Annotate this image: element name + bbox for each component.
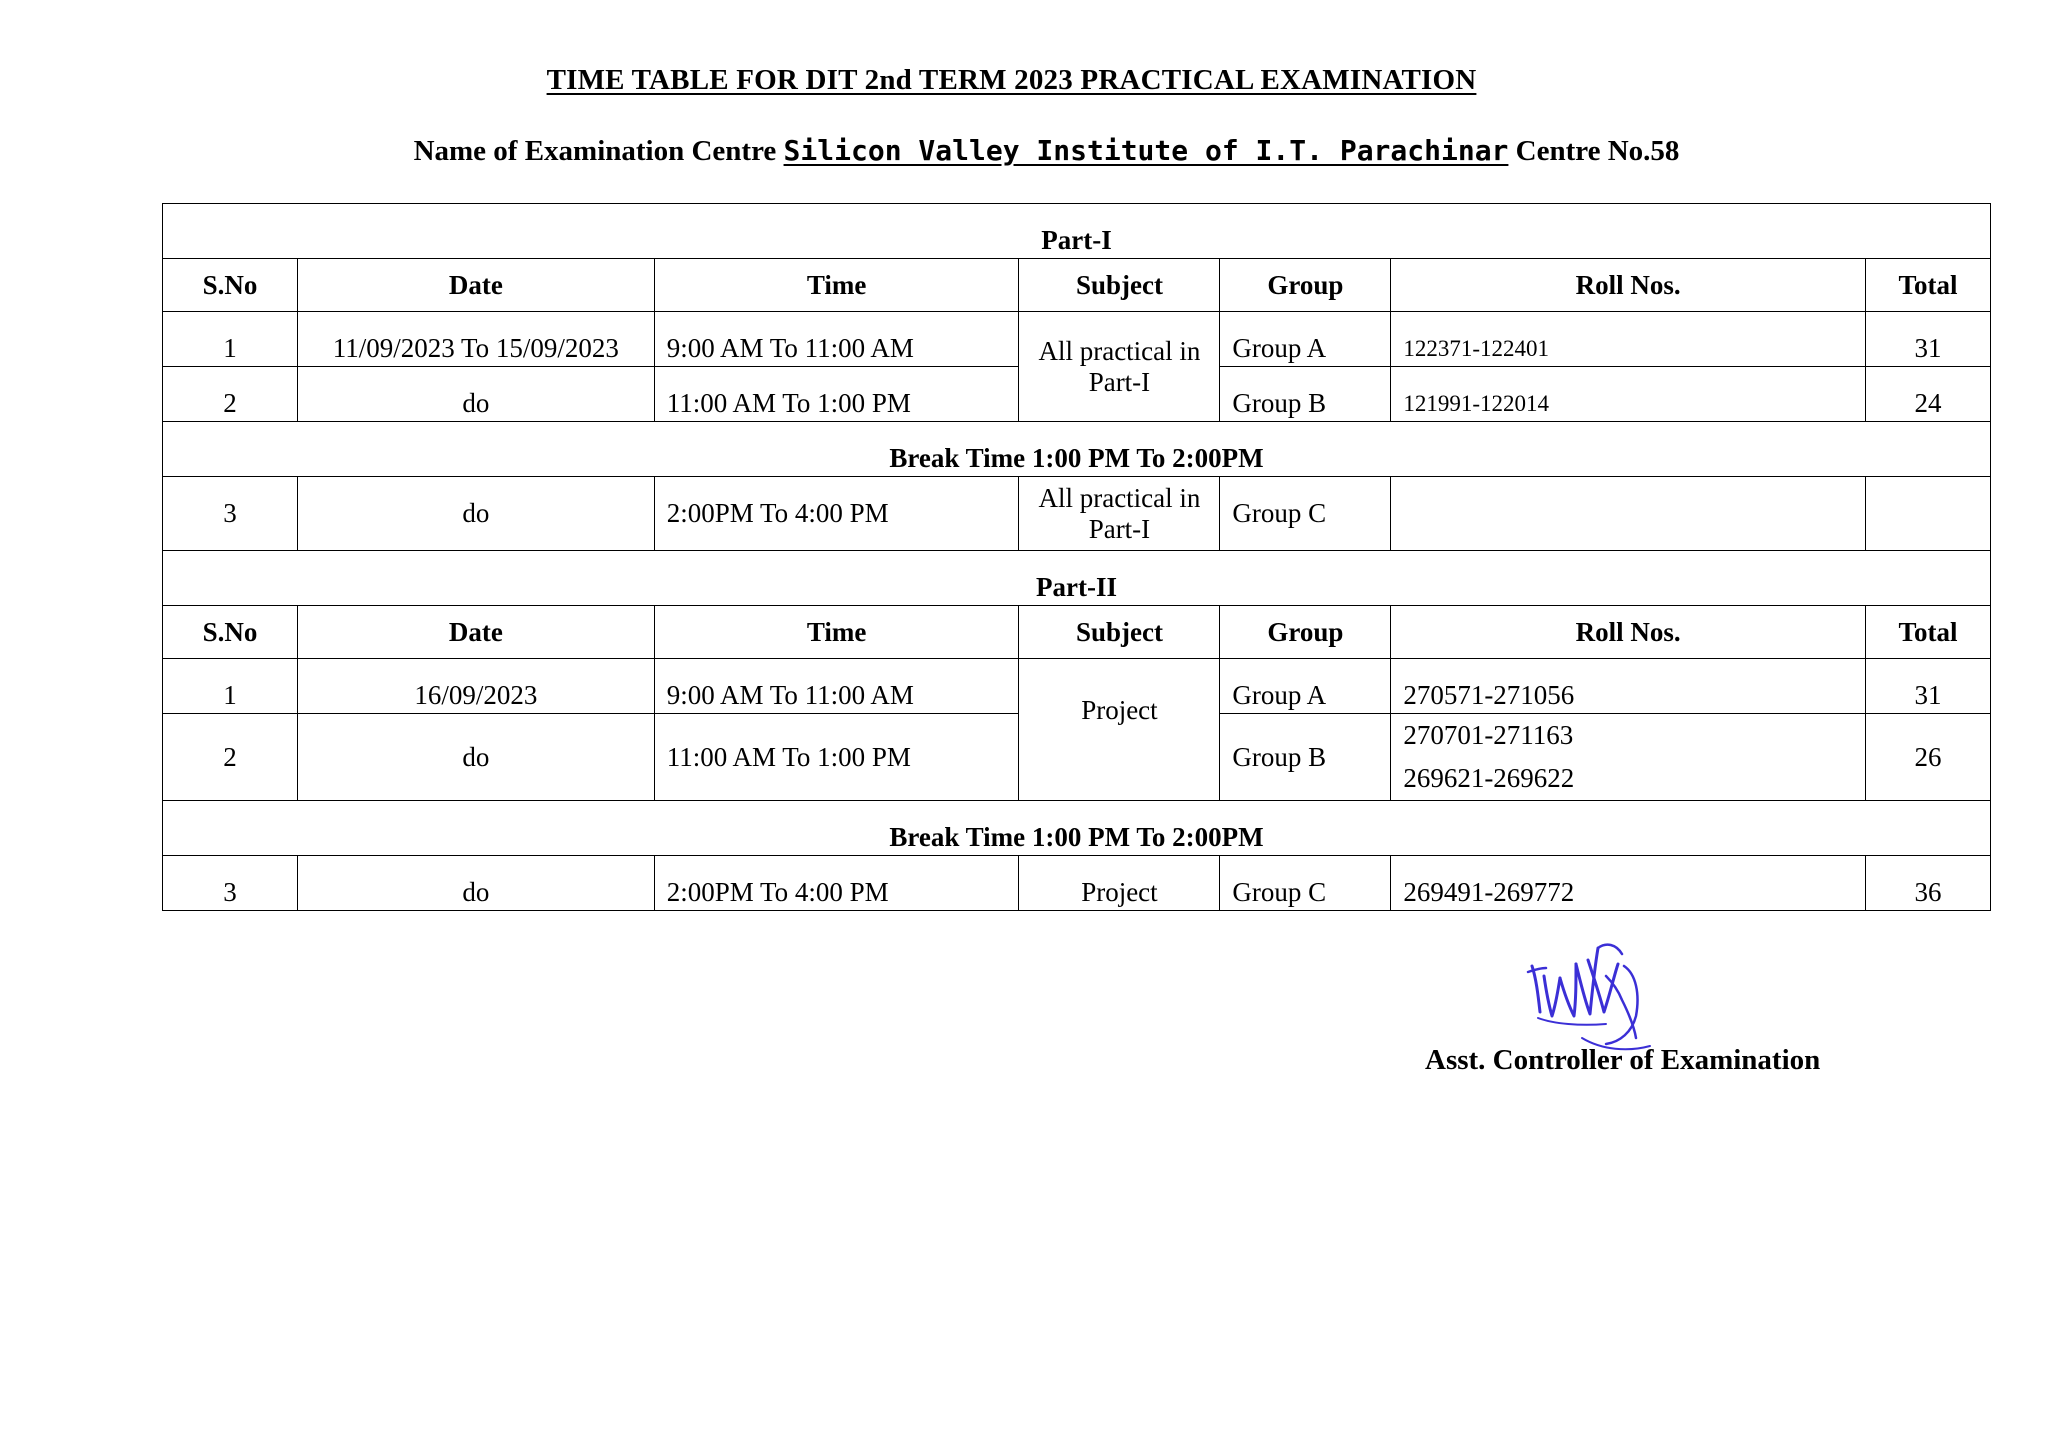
cell-group: Group C — [1220, 856, 1391, 911]
part1-heading-row — [163, 204, 1991, 259]
header-subject: Subject — [1019, 259, 1220, 312]
cell-sno: 1 — [163, 312, 298, 367]
cell-time: 2:00PM To 4:00 PM — [654, 856, 1019, 911]
timetable — [162, 203, 1991, 911]
cell-subject: Project — [1019, 659, 1220, 801]
cell-total: 31 — [1866, 312, 1991, 367]
cell-time: 9:00 AM To 11:00 AM — [654, 312, 1019, 367]
cell-time: 2:00PM To 4:00 PM — [654, 477, 1019, 551]
roll-range: 270701-271163 — [1403, 720, 1574, 750]
cell-date: do — [297, 477, 654, 551]
cell-group: Group A — [1220, 312, 1391, 367]
signatory-title: Asst. Controller of Examination — [1425, 1044, 1821, 1076]
cell-subject: All practical in Part-I — [1019, 312, 1220, 422]
cell-time: 9:00 AM To 11:00 AM — [654, 659, 1019, 714]
cell-sno: 1 — [163, 659, 298, 714]
signature-ink — [1528, 945, 1650, 1050]
header-group: Group — [1220, 606, 1391, 659]
cell-roll: 269491-269772 — [1391, 856, 1866, 911]
part1-header-row — [163, 259, 1991, 312]
cell-total — [1866, 477, 1991, 551]
cell-sno: 3 — [163, 477, 298, 551]
header-time: Time — [654, 606, 1019, 659]
break-row — [163, 801, 1991, 856]
break-row — [163, 422, 1991, 477]
cell-roll: 122371-122401 — [1391, 312, 1866, 367]
cell-total: 36 — [1866, 856, 1991, 911]
part2-header-row — [163, 606, 1991, 659]
cell-subject: All practical in Part-I — [1019, 477, 1220, 551]
cell-roll — [1391, 714, 1866, 801]
cell-group: Group B — [1220, 367, 1391, 422]
part1-break: Break Time 1:00 PM To 2:00PM — [163, 422, 1991, 477]
cell-group: Group A — [1220, 659, 1391, 714]
table-row — [163, 312, 1991, 367]
part2-heading-row — [163, 551, 1991, 606]
cell-roll — [1391, 477, 1866, 551]
cell-time: 11:00 AM To 1:00 PM — [654, 367, 1019, 422]
header-roll: Roll Nos. — [1391, 259, 1866, 312]
centre-prefix: Name of Examination Centre — [413, 135, 777, 167]
header-date: Date — [297, 606, 654, 659]
roll-range: 269621-269622 — [1403, 763, 1575, 793]
cell-roll: 270571-271056 — [1391, 659, 1866, 714]
centre-number: Centre No.58 — [1515, 135, 1680, 167]
cell-sno: 3 — [163, 856, 298, 911]
table-row — [163, 856, 1991, 911]
cell-roll: 121991-122014 — [1391, 367, 1866, 422]
part2-heading: Part-II — [163, 551, 1991, 606]
header-total: Total — [1866, 606, 1991, 659]
part1-heading: Part-I — [163, 204, 1991, 259]
cell-sno: 2 — [163, 714, 298, 801]
header-roll: Roll Nos. — [1391, 606, 1866, 659]
part2-break: Break Time 1:00 PM To 2:00PM — [163, 801, 1991, 856]
header-sno: S.No — [163, 259, 298, 312]
cell-date: do — [297, 714, 654, 801]
table-row — [163, 659, 1991, 714]
centre-name: Silicon Valley Institute of I.T. Parachinar — [783, 134, 1509, 167]
cell-group: Group C — [1220, 477, 1391, 551]
cell-total: 26 — [1866, 714, 1991, 801]
header-time: Time — [654, 259, 1019, 312]
header-sno: S.No — [163, 606, 298, 659]
header-subject: Subject — [1019, 606, 1220, 659]
document-title: TIME TABLE FOR DIT 2nd TERM 2023 PRACTICAL EXAMINATION — [546, 64, 1477, 96]
cell-group: Group B — [1220, 714, 1391, 801]
cell-date: 11/09/2023 To 15/09/2023 — [297, 312, 654, 367]
centre-line — [0, 134, 2048, 168]
header-date: Date — [297, 259, 654, 312]
header-total: Total — [1866, 259, 1991, 312]
cell-total: 24 — [1866, 367, 1991, 422]
cell-sno: 2 — [163, 367, 298, 422]
cell-date: 16/09/2023 — [297, 659, 654, 714]
cell-date: do — [297, 856, 654, 911]
cell-time: 11:00 AM To 1:00 PM — [654, 714, 1019, 801]
cell-total: 31 — [1866, 659, 1991, 714]
cell-subject: Project — [1019, 856, 1220, 911]
table-row — [163, 477, 1991, 551]
cell-date: do — [297, 367, 654, 422]
header-group: Group — [1220, 259, 1391, 312]
